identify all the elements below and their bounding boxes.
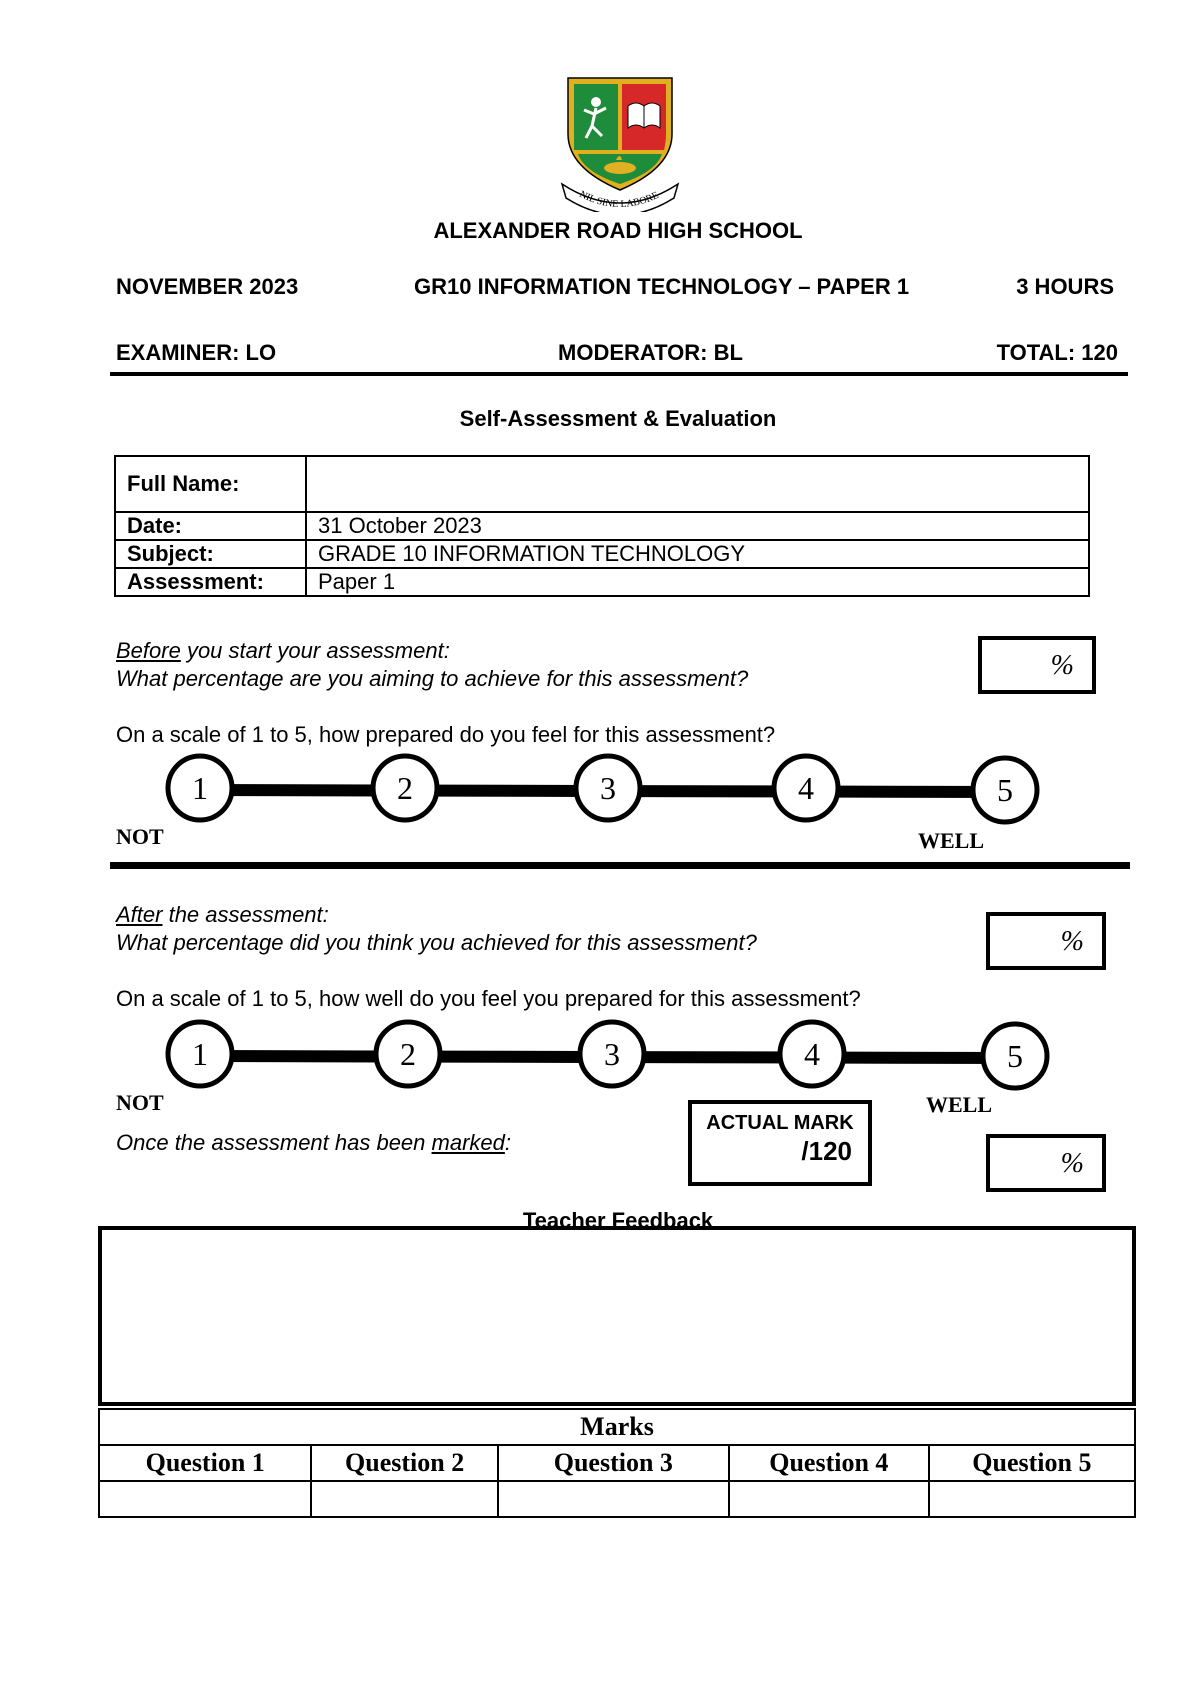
table-row [115,456,1089,512]
scale-number: 1 [192,770,208,806]
school-motto: NIL SINE LABORE [577,188,661,211]
header-divider [110,372,1128,376]
before-lead-rest: you start your assessment: [180,638,450,663]
table-row [115,540,1089,568]
before-scale-high-label: WELL [918,828,985,853]
table-row [115,512,1089,540]
marked-lead-text: Once the assessment has been [116,1130,432,1155]
date-value: 31 October 2023 [306,512,1089,540]
after-scale-question: On a scale of 1 to 5, how well do you feel you prepared for this assessment? [116,986,861,1011]
after-lead-rest: the assessment: [162,902,329,927]
scale-number: 5 [997,772,1013,808]
marked-lead [116,1130,511,1156]
scale-option-3[interactable] [580,1022,644,1086]
scale-option-4[interactable] [774,756,838,820]
after-scale-low-label: NOT [116,1090,164,1115]
after-percent-input[interactable] [986,912,1106,970]
actual-mark-label: ACTUAL MARK [706,1112,854,1134]
scale-option-5[interactable] [973,758,1037,822]
after-preparedness-scale [0,1014,1200,1094]
scale-option-4[interactable] [780,1022,844,1086]
scale-number: 5 [1007,1038,1023,1074]
subject-label: Subject: [115,540,306,568]
scale-number: 4 [804,1036,820,1072]
actual-mark-total: /120 [801,1136,852,1166]
table-row [99,1409,1135,1445]
table-row [115,568,1089,596]
marks-table [98,1408,1136,1518]
marks-header-question-4: Question 4 [729,1445,929,1481]
before-scale-low-label: NOT [116,824,164,849]
before-percent-input[interactable] [978,636,1096,694]
scale-option-3[interactable] [576,756,640,820]
moderator: MODERATOR: BL [558,340,743,365]
scale-option-2[interactable] [373,756,437,820]
before-scale-question: On a scale of 1 to 5, how prepared do you feel for this assessment? [116,722,776,747]
scale-number: 1 [192,1036,208,1072]
percent-symbol: % [1050,650,1074,681]
after-percent-question: What percentage did you think you achieved for this assessment? [116,930,757,955]
before-lead-underlined: Before [116,638,181,663]
assessment-value: Paper 1 [306,568,1089,596]
actual-percent-input[interactable] [986,1134,1106,1192]
marks-header-question-5: Question 5 [929,1445,1135,1481]
marks-cell-question-2[interactable] [311,1481,497,1517]
before-preparedness-scale [0,748,1200,828]
after-scale-high-label: WELL [926,1092,993,1117]
teacher-feedback-area[interactable] [98,1226,1136,1406]
section-title: Self-Assessment & Evaluation [459,406,777,431]
marks-header-question-3: Question 3 [498,1445,729,1481]
before-lead [116,638,450,664]
scale-number: 2 [400,1036,416,1072]
after-lead-underlined: After [116,902,163,927]
subject-value: GRADE 10 INFORMATION TECHNOLOGY [306,540,1089,568]
marks-cell-question-5[interactable] [929,1481,1135,1517]
marks-header-question-2: Question 2 [311,1445,497,1481]
assessment-label: Assessment: [115,568,306,596]
scale-number: 4 [798,770,814,806]
feedback-title: Teacher Feedback [522,1208,714,1233]
full-name-field[interactable] [306,456,1089,512]
marked-lead-underlined: marked [431,1130,505,1155]
scale-number: 3 [604,1036,620,1072]
full-name-label: Full Name: [115,456,306,512]
before-percent-question: What percentage are you aiming to achieve for this assessment? [116,666,749,691]
exam-title: GR10 INFORMATION TECHNOLOGY – PAPER 1 [414,274,910,299]
exam-total: TOTAL: 120 [996,340,1118,365]
student-info-table [114,455,1090,597]
marks-cell-question-4[interactable] [729,1481,929,1517]
after-lead [116,902,329,928]
scale-option-1[interactable] [168,1022,232,1086]
scale-number: 2 [397,770,413,806]
exam-duration: 3 HOURS [1016,274,1114,299]
percent-symbol: % [1060,1148,1084,1179]
marks-cell-question-1[interactable] [99,1481,311,1517]
section-divider [110,862,1130,869]
marked-lead-end: : [504,1130,512,1155]
actual-mark-box[interactable] [688,1100,872,1186]
table-row [99,1481,1135,1517]
table-row [99,1445,1135,1481]
scale-option-5[interactable] [983,1024,1047,1088]
scale-option-1[interactable] [168,756,232,820]
marks-cell-question-3[interactable] [498,1481,729,1517]
scale-number: 3 [600,770,616,806]
marks-header-question-1: Question 1 [99,1445,311,1481]
date-label: Date: [115,512,306,540]
examiner: EXAMINER: LO [116,340,277,365]
school-crest-logo [558,72,682,212]
scale-option-2[interactable] [376,1022,440,1086]
percent-symbol: % [1060,926,1084,957]
marks-title: Marks [99,1409,1135,1445]
exam-session: NOVEMBER 2023 [116,274,299,299]
school-name: ALEXANDER ROAD HIGH SCHOOL [433,218,803,243]
